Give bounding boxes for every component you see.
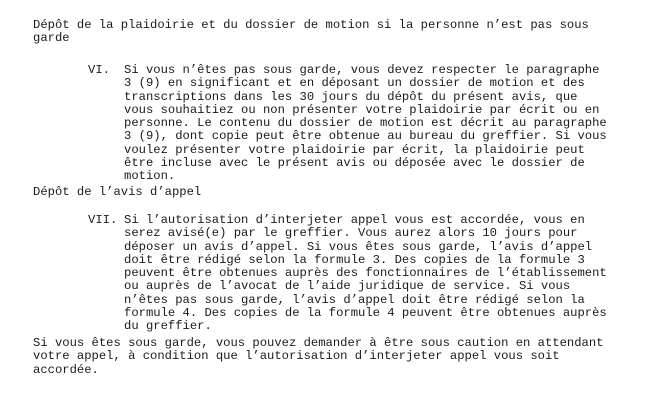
paragraph-line: accordée.	[33, 362, 99, 377]
heading-filing-argument	[33, 19, 643, 46]
paragraph-line: n’êtes pas sous garde, l’avis d’appel doit être rédigé selon la	[124, 292, 585, 307]
paragraph-line: Si vous êtes sous garde, vous pouvez demander à être sous caution en attendant	[33, 336, 604, 350]
heading-line: Dépôt de la plaidoirie et du dossier de motion si la personne n’est pas sous	[33, 18, 589, 32]
paragraph-line: personne. Le contenu du dossier de motion est décrit au paragraphe	[124, 116, 607, 131]
section-vii-body	[124, 214, 607, 334]
paragraph-line: Si l’autorisation d’interjeter appel vous est accordée, vous en	[124, 213, 585, 227]
paragraph-line: Si vous n’êtes pas sous garde, vous devez respecter le paragraphe	[124, 63, 600, 77]
section-number-vii: VII.	[88, 213, 118, 227]
paragraph-line: motion.	[124, 169, 176, 184]
heading-filing-notice-of-appeal	[33, 186, 643, 199]
closing-paragraph	[33, 337, 603, 377]
section-number-vi: VI.	[88, 63, 110, 77]
paragraph-line: votre appel, à condition que l’autorisation d’interjeter appel vous soit	[33, 349, 560, 364]
paragraph-line: ou auprès de l’avocat de l’aide juridique de service. Si vous	[124, 279, 571, 294]
paragraph-line: formule 4. Des copies de la formule 4 peuvent être obtenues auprès	[124, 306, 607, 321]
paragraph-line: doit être rédigé selon la formule 3. Des copies de la formule 3	[124, 252, 585, 267]
paragraph-line: serez avisé(e) par le greffier. Vous aurez alors 10 jours pour	[124, 226, 578, 241]
section-vi-body	[124, 64, 607, 184]
heading-line: Dépôt de l’avis d’appel	[33, 185, 202, 199]
paragraph-line: peuvent être obtenues auprès des fonctionnaires de l’établissement	[124, 266, 607, 281]
paragraph-line: du greffier.	[124, 319, 212, 334]
paragraph-line: 3 (9) en significant et en déposant un dossier de motion et des	[124, 76, 585, 91]
paragraph-line: transcriptions dans les 30 jours du dépôt du présent avis, que	[124, 89, 578, 104]
paragraph-line: être incluse avec le présent avis ou déposée avec le dossier de	[124, 156, 585, 171]
heading-line: garde	[33, 31, 70, 46]
paragraph-line: vous souhaitiez ou non présenter votre plaidoirie par écrit ou en	[124, 102, 600, 117]
paragraph-line: 3 (9), dont copie peut être obtenue au bureau du greffier. Si vous	[124, 129, 607, 144]
paragraph-line: voulez présenter votre plaidoirie par écrit, la plaidoirie peut	[124, 142, 585, 157]
paragraph-line: déposer un avis d’appel. Si vous êtes sous garde, l’avis d’appel	[124, 239, 593, 254]
